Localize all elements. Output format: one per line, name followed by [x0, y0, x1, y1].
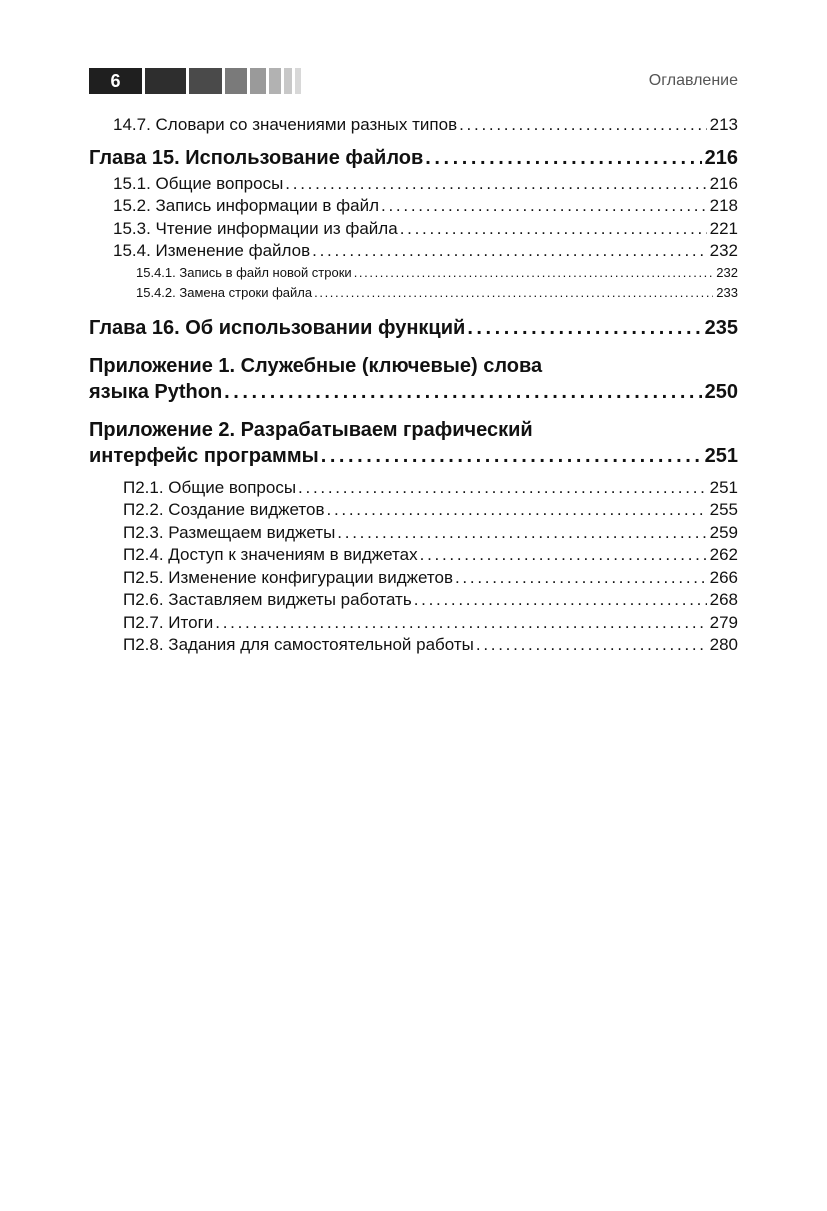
toc-appendix-2[interactable]: [89, 417, 738, 469]
page-number: 6: [89, 68, 142, 94]
toc-entry-14-7[interactable]: [89, 114, 738, 137]
toc-entry-p2-2[interactable]: [89, 499, 738, 522]
toc-entry-p2-4[interactable]: [89, 544, 738, 567]
dot-leader: [420, 544, 707, 567]
dot-leader: [354, 263, 714, 283]
entry-page: 232: [709, 241, 738, 260]
appendix-title-line-1: Приложение 1. Служебные (ключевые) слова: [89, 354, 543, 377]
toc-chapter-15[interactable]: [89, 145, 738, 171]
dot-leader: [425, 145, 701, 171]
entry-page: 221: [709, 218, 738, 238]
page-header: [89, 68, 738, 94]
toc-chapter-16[interactable]: [89, 315, 738, 341]
header-bar-2: [189, 68, 222, 94]
toc-entry-p2-6[interactable]: [89, 589, 738, 612]
appendix-page: 251: [704, 444, 738, 467]
header-bar-7: [295, 68, 301, 94]
entry-page: 262: [709, 545, 738, 564]
toc-entry-15-4-2[interactable]: [89, 283, 738, 303]
dot-leader: [215, 612, 706, 635]
toc-entry-p2-8[interactable]: [89, 634, 738, 657]
entry-page: 233: [716, 284, 738, 300]
chapter-title: Глава 16. Об использовании функций: [89, 316, 466, 339]
dot-leader: [467, 315, 701, 341]
dot-leader: [314, 283, 713, 303]
entry-title: 15.2. Запись информации в файл: [113, 196, 380, 215]
entry-title: 15.4. Изменение файлов: [113, 241, 311, 260]
appendix-page: 250: [704, 380, 738, 403]
toc-entry-15-4[interactable]: [89, 240, 738, 263]
entry-title: П2.4. Доступ к значениям в виджетах: [123, 545, 418, 564]
toc-entry-15-1[interactable]: [89, 173, 738, 196]
dot-leader: [321, 443, 702, 469]
appendix-title-line-2: интерфейс программы: [89, 444, 319, 467]
dot-leader: [400, 218, 707, 241]
appendix-title-line-2-row: [89, 379, 738, 405]
entry-title: 15.4.1. Запись в файл новой строки: [136, 264, 352, 280]
toc-entry-p2-5[interactable]: [89, 567, 738, 590]
entry-title: П2.7. Итоги: [123, 612, 214, 632]
dot-leader: [455, 567, 707, 590]
toc-entry-p2-7[interactable]: [89, 612, 738, 635]
dot-leader: [337, 522, 706, 545]
dot-leader: [298, 477, 707, 500]
entry-page: 259: [709, 522, 738, 542]
entry-page: 279: [709, 612, 738, 632]
dot-leader: [476, 634, 707, 657]
dot-leader: [312, 240, 706, 263]
chapter-page: 235: [704, 316, 738, 339]
entry-title: 15.1. Общие вопросы: [113, 173, 284, 193]
toc-entry-p2-1[interactable]: [89, 477, 738, 500]
entry-page: 213: [709, 115, 738, 134]
header-bar-1: [145, 68, 186, 94]
running-title: Оглавление: [648, 72, 738, 89]
entry-page: 232: [716, 264, 738, 280]
toc-entry-15-2[interactable]: [89, 195, 738, 218]
table-of-contents: [89, 114, 738, 657]
entry-title: П2.8. Задания для самостоятельной работы: [123, 635, 474, 654]
chapter-title: Глава 15. Использование файлов: [89, 146, 424, 169]
appendix-title-line-2: языка Python: [89, 380, 223, 403]
header-bar-6: [284, 68, 292, 94]
toc-appendix-1[interactable]: [89, 353, 738, 405]
entry-title: П2.1. Общие вопросы: [123, 477, 297, 497]
header-bar-4: [250, 68, 266, 94]
dot-leader: [224, 379, 701, 405]
dot-leader: [285, 173, 706, 196]
dot-leader: [381, 195, 707, 218]
entry-page: 218: [709, 196, 738, 215]
appendix-title-line-1: Приложение 2. Разрабатываем графический: [89, 418, 533, 441]
entry-page: 268: [709, 590, 738, 609]
entry-title: П2.5. Изменение конфигурации виджетов: [123, 567, 453, 587]
entry-title: 14.7. Словари со значениями разных типов: [113, 115, 458, 134]
entry-page: 266: [709, 567, 738, 587]
header-bar-5: [269, 68, 281, 94]
toc-entry-15-3[interactable]: [89, 218, 738, 241]
entry-page: 216: [709, 173, 738, 193]
dot-leader: [414, 589, 707, 612]
entry-title: П2.2. Создание виджетов: [123, 500, 325, 519]
entry-page: 255: [709, 500, 738, 519]
toc-entry-p2-3[interactable]: [89, 522, 738, 545]
header-bar-3: [225, 68, 247, 94]
entry-title: П2.6. Заставляем виджеты работать: [123, 590, 412, 609]
entry-page: 280: [709, 635, 738, 654]
appendix-title-line-2-row: [89, 443, 738, 469]
toc-entry-15-4-1[interactable]: [89, 263, 738, 283]
entry-title: П2.3. Размещаем виджеты: [123, 522, 336, 542]
entry-title: 15.3. Чтение информации из файла: [113, 218, 398, 238]
dot-leader: [459, 114, 707, 137]
dot-leader: [327, 499, 707, 522]
chapter-page: 216: [704, 146, 738, 169]
entry-title: 15.4.2. Замена строки файла: [136, 284, 313, 300]
entry-page: 251: [709, 477, 738, 497]
